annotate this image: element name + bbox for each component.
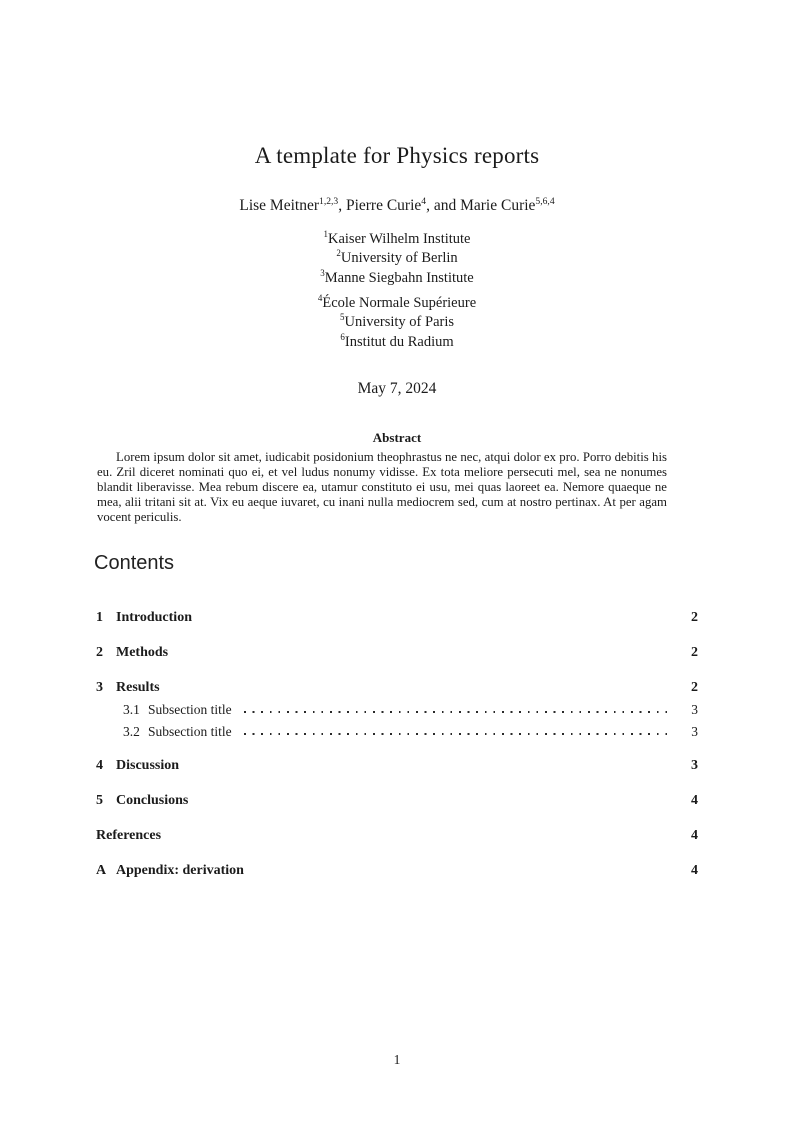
toc-entry-number: 1 [96, 610, 103, 625]
toc-entry-discussion[interactable] [96, 758, 698, 773]
affiliation-number: 1 [323, 229, 328, 240]
paper-title: A template for Physics reports [254, 143, 540, 168]
toc-entry-label: Subsection title [148, 702, 232, 717]
affiliation-line [0, 230, 794, 249]
toc-entry-page: 2 [691, 645, 698, 660]
table-of-contents [96, 610, 698, 878]
affiliation-text: University of Paris [344, 314, 455, 331]
toc-entry-label: Subsection title [148, 724, 232, 739]
abstract-heading: Abstract [372, 430, 422, 445]
affiliation-line [0, 249, 794, 268]
page-number: 1 [393, 1052, 401, 1067]
abstract-text: Lorem ipsum dolor sit amet, iudicabit posidonium theophrastus ne nec, atqui dolor ex pro. Porro debitis his eu. Zril diceret nominati quo ei, et vel ludus nonumy vidisse. Ex tota meliore persecuti mel, sea ne nonumes blandit liberavisse. Mea rebum discere ea, utamur constituto ei usu, mei quas laoreet ea. Nemore quaeque ne mea, alii tritani sit at. Vix eu aeque iuvaret, cu inani nulla mediocrem sed, cum at nostro pertinax. At per agam vocent periculis. [97, 450, 667, 524]
toc-entry-methods[interactable] [96, 645, 698, 660]
affiliation-line [0, 294, 794, 313]
toc-entry-number: 3 [96, 680, 103, 695]
toc-entry-subsection-3-1[interactable] [96, 703, 698, 717]
author-line [0, 197, 794, 215]
affiliation-line [0, 269, 794, 288]
toc-entry-introduction[interactable] [96, 610, 698, 625]
affiliation-number: 3 [320, 267, 325, 278]
toc-entry-page: 3 [691, 724, 698, 739]
toc-entry-number: 2 [96, 645, 103, 660]
affiliation-line [0, 313, 794, 332]
affiliation-text: École Normale Supérieure [322, 295, 477, 311]
toc-entry-results[interactable] [96, 680, 698, 695]
affiliation-line [0, 333, 794, 352]
toc-entry-page: 4 [691, 793, 698, 808]
author-name: Lise Meitner [239, 197, 320, 214]
affiliation-text: Institut du Radium [344, 333, 454, 350]
author-name: Marie Curie [460, 197, 536, 214]
toc-entry-appendix[interactable] [96, 863, 698, 878]
affiliation-number: 5 [339, 312, 345, 323]
toc-entry-label: Introduction [116, 610, 192, 625]
author-separator: , and [426, 197, 461, 214]
affiliation-number: 6 [340, 331, 345, 342]
author-affiliation-superscript: 5,6,4 [535, 195, 555, 207]
toc-entry-page: 3 [691, 758, 698, 773]
toc-entry-page: 3 [691, 702, 698, 717]
toc-entry-number: 3.1 [123, 702, 140, 717]
toc-entry-page: 2 [691, 610, 698, 625]
toc-entry-subsection-3-2[interactable] [96, 725, 698, 739]
author-affiliation-superscript: 1,2,3 [319, 195, 339, 207]
toc-entry-page: 2 [691, 680, 698, 695]
affiliation-text: Kaiser Wilhelm Institute [327, 231, 471, 247]
toc-entry-label: Conclusions [116, 793, 189, 808]
toc-entry-conclusions[interactable] [96, 793, 698, 808]
toc-entry-number: 4 [96, 758, 103, 773]
toc-entry-label: Results [116, 680, 160, 695]
toc-entry-references[interactable] [96, 828, 698, 843]
publication-date: May 7, 2024 [357, 380, 437, 397]
toc-entry-page: 4 [691, 828, 698, 843]
author-name: Pierre Curie [345, 197, 422, 214]
toc-entry-number: 3.2 [123, 724, 140, 739]
affiliation-number: 4 [317, 293, 323, 304]
affiliation-text: Manne Siegbahn Institute [324, 269, 474, 286]
affiliation-group-2 [0, 294, 794, 352]
author-separator: , [338, 197, 346, 214]
affiliation-group-1 [0, 230, 794, 288]
affiliation-number: 2 [336, 248, 341, 259]
toc-entry-number: A [96, 863, 107, 878]
toc-entry-label: Discussion [116, 758, 180, 773]
toc-dot-leader [244, 733, 674, 735]
toc-entry-label: Appendix: derivation [116, 863, 244, 878]
toc-entry-number: 5 [96, 793, 103, 808]
contents-heading: Contents [94, 552, 175, 574]
toc-entry-label: Methods [116, 645, 169, 660]
toc-entry-label: References [96, 828, 162, 843]
toc-dot-leader [244, 711, 674, 713]
affiliation-text: University of Berlin [340, 250, 458, 267]
toc-entry-page: 4 [691, 863, 698, 878]
author-affiliation-superscript: 4 [421, 195, 427, 207]
